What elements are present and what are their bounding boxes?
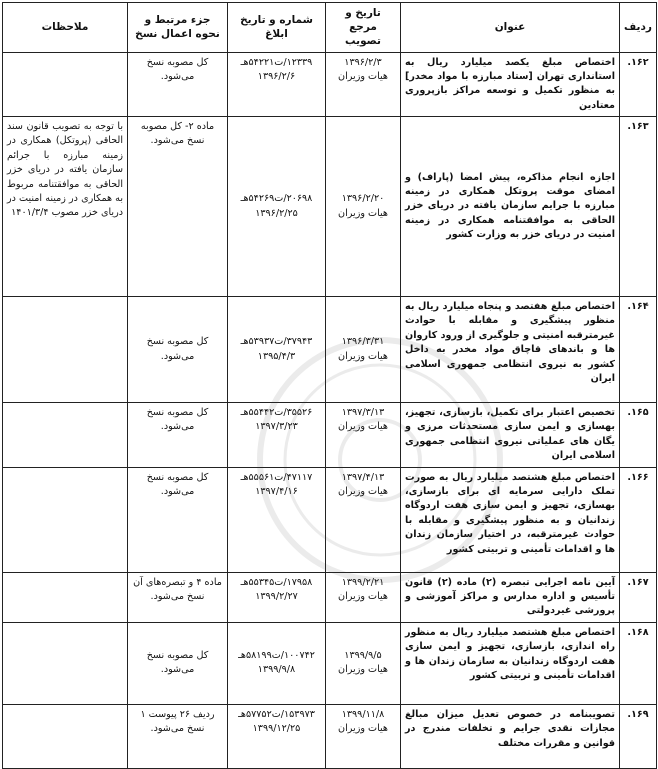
row-title: تصویبنامه در خصوص تعدیل میزان مبالغ مجازات نقدی جرایم و تخلفات مندرج در قوانین و مقررات مختلف	[401, 704, 620, 768]
row-number: ۱۶۵.	[620, 403, 657, 468]
row-number: ۱۶۲.	[620, 52, 657, 117]
communication-cell	[228, 403, 326, 468]
row-title: اختصاص مبلغ یکصد میلیارد ریال به استانداری تهران [ستاد مبارزه با مواد مخدر] به منظور تکمیل و توسعه مراکز بازپروری معتادین	[401, 52, 620, 117]
comm-date: ۱۳۹۹/۹/۸	[257, 664, 296, 676]
table-row	[3, 52, 657, 117]
comm-number: ۱۷۹۵۸/ت۵۵۳۴۵هـ	[240, 576, 313, 588]
approval-cell	[326, 117, 401, 297]
table-row	[3, 403, 657, 468]
table-row	[3, 572, 657, 622]
comm-date: ۱۳۹۶/۲/۶	[257, 70, 296, 82]
row-number: ۱۶۹.	[620, 704, 657, 768]
communication-cell	[228, 117, 326, 297]
row-number: ۱۶۳.	[620, 117, 657, 297]
table-row	[3, 622, 657, 704]
row-number: ۱۶۴.	[620, 297, 657, 403]
communication-cell	[228, 572, 326, 622]
comm-date: ۱۳۹۶/۲/۲۵	[255, 207, 298, 219]
notes-cell	[3, 704, 128, 768]
approval-ref: هیات وزیران	[338, 723, 388, 735]
approval-ref: هیات وزیران	[338, 350, 388, 362]
header-title: عنوان	[401, 3, 620, 53]
approval-ref: هیات وزیران	[338, 70, 388, 82]
repeal-table	[2, 2, 657, 769]
comm-date: ۱۳۹۷/۳/۲۳	[255, 421, 298, 433]
related-part: کل مصوبه نسخ می‌شود.	[128, 403, 228, 468]
comm-date: ۱۳۹۵/۴/۳	[257, 350, 296, 362]
approval-cell	[326, 467, 401, 572]
notes-cell	[3, 467, 128, 572]
related-part: کل مصوبه نسخ می‌شود.	[128, 622, 228, 704]
notes-cell	[3, 622, 128, 704]
comm-number: ۲۰۶۹۸/ت۵۴۲۶۹هـ	[240, 193, 313, 205]
notes-cell	[3, 52, 128, 117]
row-number: ۱۶۷.	[620, 572, 657, 622]
related-part: کل مصوبه نسخ می‌شود.	[128, 297, 228, 403]
header-communication: شماره و تاریخ ابلاغ	[228, 3, 326, 53]
approval-cell	[326, 704, 401, 768]
comm-date: ۱۳۹۹/۲/۲۷	[255, 591, 298, 603]
approval-date: ۱۳۹۹/۲/۲۱	[341, 576, 385, 588]
row-title: آیین نامه اجرایی تبصره (۲) ماده (۲) قانون تأسیس و اداره مدارس و مراکز آموزشی و پرورشی غیردولتی	[401, 572, 620, 622]
comm-date: ۱۳۹۹/۱۲/۲۵	[252, 723, 301, 735]
row-number: ۱۶۶.	[620, 467, 657, 572]
approval-ref: هیات وزیران	[338, 664, 388, 676]
related-part: ماده ۲- کل مصوبه نسخ می‌شود.	[128, 117, 228, 297]
approval-date: ۱۳۹۶/۲/۲۰	[341, 193, 385, 205]
header-related-part: جزء مرتبط و نحوه اعمال نسخ	[128, 3, 228, 53]
comm-number: ۳۵۵۲۶/ت۵۵۴۴۲هـ	[240, 407, 313, 419]
table-row	[3, 297, 657, 403]
approval-date: ۱۳۹۹/۹/۵	[344, 649, 382, 661]
approval-cell	[326, 572, 401, 622]
related-part: ماده ۴ و تبصره‌های آن نسخ می‌شود.	[128, 572, 228, 622]
approval-ref: هیات وزیران	[338, 421, 388, 433]
approval-cell	[326, 297, 401, 403]
row-title: اختصاص مبلغ هشتصد میلیارد ریال به منظور راه اندازی، بازسازی، تجهیز و ایمن سازی هفت اردوگاه زندانیان به سازمان زندان ها و اقدامات تأمینی و تربیتی کشور	[401, 622, 620, 704]
communication-cell	[228, 467, 326, 572]
table-row	[3, 704, 657, 768]
notes-cell	[3, 403, 128, 468]
comm-number: ۱۰۰۷۴۲/ت۵۸۱۹۹هـ	[238, 649, 315, 661]
communication-cell	[228, 297, 326, 403]
table-row	[3, 467, 657, 572]
header-approval: تاریخ و مرجع تصویب	[326, 3, 401, 53]
approval-cell	[326, 622, 401, 704]
row-title: تخصیص اعتبار برای تکمیل، بازسازی، تجهیز، بهسازی و ایمن سازی مستحدثات مرزی و یگان های عملیاتی نیروی انتظامی جمهوری اسلامی ایران	[401, 403, 620, 468]
comm-number: ۴۷۱۱۷/ت۵۵۵۶۱هـ	[240, 471, 313, 483]
approval-ref: هیات وزیران	[338, 207, 388, 219]
approval-cell	[326, 52, 401, 117]
approval-ref: هیات وزیران	[338, 591, 388, 603]
table-row	[3, 117, 657, 297]
approval-date: ۱۳۹۷/۴/۱۳	[341, 471, 385, 483]
related-part: ردیف ۲۶ پیوست ۱ نسخ می‌شود.	[128, 704, 228, 768]
row-number: ۱۶۸.	[620, 622, 657, 704]
approval-date: ۱۳۹۷/۳/۱۳	[341, 407, 385, 419]
approval-ref: هیات وزیران	[338, 486, 388, 498]
row-title: اجازه انجام مذاکره، پیش امضا (پاراف) و امضای موقت پروتکل همکاری در زمینه مبارزه با جرایم سازمان یافته در دریای خزر الحاقی به موافقتنامه همکاری در زمینه امنیت در دریای خزر به وزارت کشور	[401, 117, 620, 297]
communication-cell	[228, 622, 326, 704]
communication-cell	[228, 704, 326, 768]
comm-number: ۱۲۳۳۹/ت۵۴۲۲۱هـ	[240, 56, 313, 68]
approval-date: ۱۳۹۶/۳/۳۱	[341, 336, 385, 348]
header-row	[3, 3, 657, 53]
comm-date: ۱۳۹۷/۴/۱۶	[255, 486, 298, 498]
header-notes: ملاحظات	[3, 3, 128, 53]
header-row-no: ردیف	[620, 3, 657, 53]
notes-cell	[3, 572, 128, 622]
approval-cell	[326, 403, 401, 468]
related-part: کل مصوبه نسخ می‌شود.	[128, 467, 228, 572]
comm-number: ۱۵۳۹۷۳/ت۵۷۷۵۲هـ	[238, 708, 315, 720]
approval-date: ۱۳۹۶/۲/۳	[344, 56, 382, 68]
row-title: اختصاص مبلغ هفتصد و پنجاه میلیارد ریال به منظور پیشگیری و مقابله با حوادث غیرمترقبه امنیتی و جلوگیری از ورود کاروان ها و باندهای قاچاق مواد مخدر به داخل کشور به نیروی انتظامی جمهوری اسلامی ایران	[401, 297, 620, 403]
row-title: اختصاص مبلغ هشتصد میلیارد ریال به صورت تملک دارایی سرمایه ای برای بازسازی، بهسازی، تجهیز و ایمن سازی هفت اردوگاه زندانیان و به منظور پیشگیری و مقابله با حوادث غیرمترقبه، در اختیار سازمان زندان ها و اقدامات تأمینی و تربیتی کشور	[401, 467, 620, 572]
notes-cell: با توجه به تصویب قانون سند الحاقی (پروتکل) همکاری در زمینه مبارزه با جرائم سازمان یافته در دریای خزر الحاقی به موافقتنامه مربوط به همکاری در زمینه امنیت در دریای خزر مصوب ۱۴۰۱/۳/۴	[3, 117, 128, 297]
communication-cell	[228, 52, 326, 117]
comm-number: ۳۷۹۴۳/ت۵۳۹۳۷هـ	[240, 336, 313, 348]
related-part: کل مصوبه نسخ می‌شود.	[128, 52, 228, 117]
notes-cell	[3, 297, 128, 403]
approval-date: ۱۳۹۹/۱۱/۸	[341, 708, 385, 720]
